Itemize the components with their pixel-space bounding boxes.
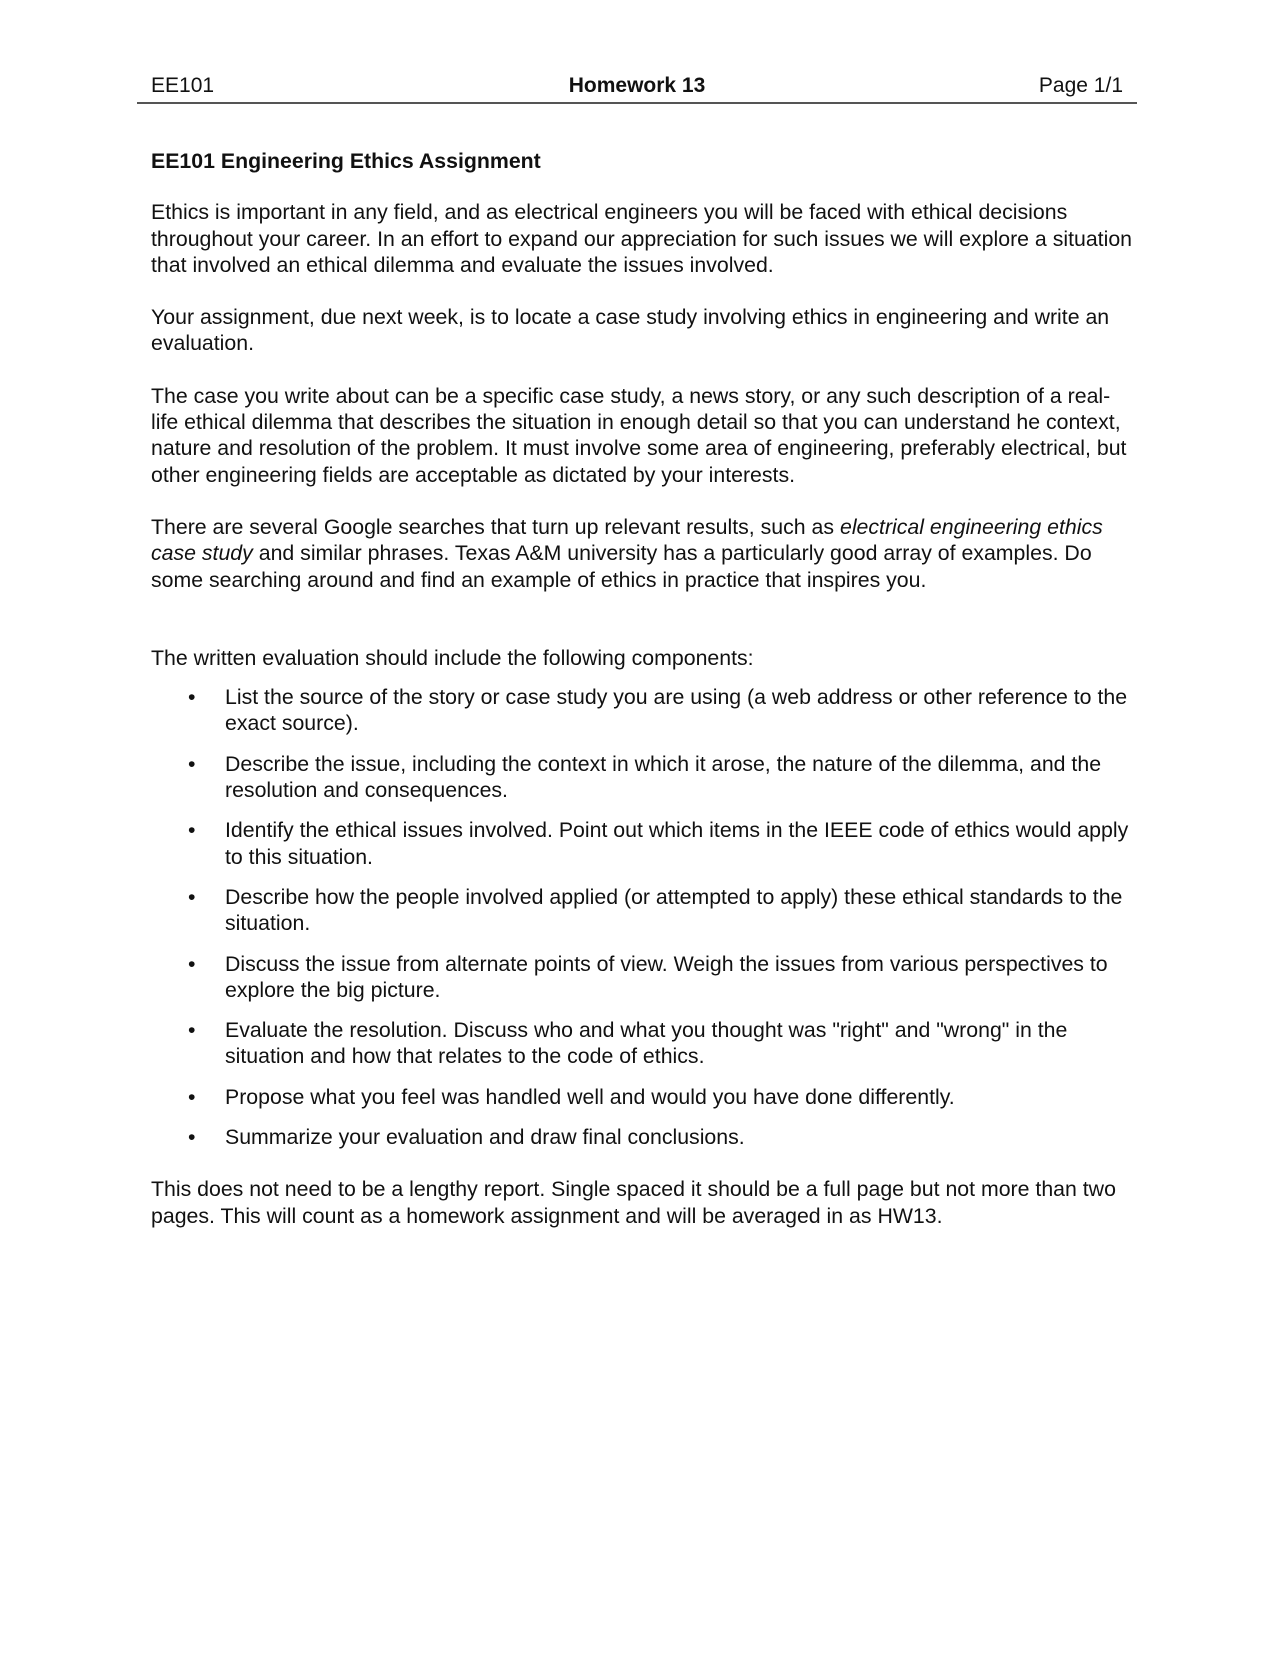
- bullet-icon: •: [188, 884, 196, 909]
- assignment-title: EE101 Engineering Ethics Assignment: [151, 149, 541, 173]
- bullet-icon: •: [188, 685, 196, 710]
- bullet-icon: •: [188, 751, 196, 776]
- bullet-icon: •: [188, 1018, 196, 1043]
- list-item: [151, 817, 1136, 870]
- list-item-text: Summarize your evaluation and draw final conclusions.: [225, 1125, 745, 1150]
- bullet-icon: •: [188, 951, 196, 976]
- list-item: [151, 684, 1136, 737]
- list-item: [151, 1124, 1136, 1150]
- bullet-icon: •: [188, 1125, 196, 1150]
- paragraph-assignment: Your assignment, due next week, is to locate a case study involving ethics in engineering and write an evaluation.: [151, 305, 1110, 356]
- search-phrase: electrical engineering ethics case study: [151, 514, 1103, 566]
- page-number: Page 1/1: [1038, 74, 1123, 97]
- list-item: [151, 751, 1136, 804]
- components-lead: The written evaluation should include the following components:: [151, 645, 754, 670]
- search-tips-text-end: and similar phrases. Texas A&M university has a particularly good array of examples. Do some searching around and find an example of ethics in practice that inspires you.: [151, 541, 1092, 592]
- list-item: [151, 884, 1136, 937]
- list-item-text: Discuss the issue from alternate points of view. Weigh the issues from various perspectives to explore the big picture.: [225, 951, 1108, 1002]
- page-header: [137, 70, 1137, 104]
- bullet-icon: •: [188, 818, 196, 843]
- list-item-text: Describe how the people involved applied (or attempted to apply) these ethical standards to the situation.: [225, 884, 1123, 936]
- list-item-text: Identify the ethical issues involved. Point out which items in the IEEE code of ethics would apply to this situation.: [225, 818, 1129, 869]
- document-body: [151, 148, 1136, 1255]
- list-item-text: Propose what you feel was handled well and would you have done differently.: [225, 1084, 955, 1109]
- list-item: [151, 951, 1136, 1004]
- course-code: EE101: [151, 74, 215, 97]
- paragraph-search-tips: [151, 514, 1136, 593]
- list-item: [151, 1017, 1136, 1070]
- bullet-icon: •: [188, 1084, 196, 1109]
- list-item-text: List the source of the story or case study you are using (a web address or other reference to the exact source).: [225, 685, 1128, 736]
- homework-title: Homework 13: [568, 74, 706, 97]
- list-item: [151, 1084, 1136, 1110]
- blank-line: [151, 619, 1136, 645]
- components-list: [151, 684, 1136, 1150]
- paragraph-ethics-intro: Ethics is important in any field, and as electrical engineers you will be faced with ethical decisions throughout your career. In an effort to expand our appreciation for such issues we will explore a situation that involved an ethical dilemma and evaluate the issues involved.: [151, 200, 1133, 277]
- paragraph-closing: This does not need to be a lengthy report. Single spaced it should be a full page but not more than two pages. This will count as a homework assignment and will be averaged in as HW13.: [151, 1177, 1116, 1228]
- paragraph-case-description: The case you write about can be a specific case study, a news story, or any such description of a real-life ethical dilemma that describes the situation in enough detail so that you can understand he context, nature and resolution of the problem. It must involve some area of engineering, preferably electrical, but other engineering fields are acceptable as dictated by your interests.: [151, 383, 1127, 487]
- list-item-text: Evaluate the resolution. Discuss who and what you thought was "right" and "wrong" in the situation and how that relates to the code of ethics.: [225, 1018, 1068, 1069]
- search-tips-text-start: There are several Google searches that turn up relevant results, such as: [151, 514, 840, 539]
- list-item-text: Describe the issue, including the context in which it arose, the nature of the dilemma, and the resolution and consequences.: [225, 751, 1102, 803]
